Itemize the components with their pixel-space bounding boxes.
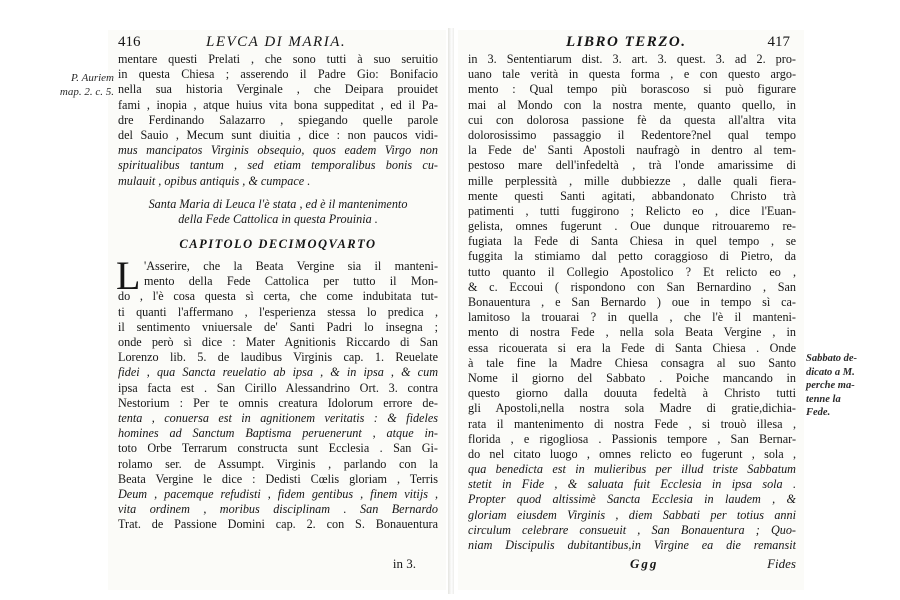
left-page [108,30,446,590]
text-line: Trat. de Passione Domini cap. 2. con S. Bonauentura [118,517,438,532]
text-line: tutto quanto il Collegio Apostolico ? Et relicto eo , [468,264,796,279]
left-text-block [118,52,438,532]
text-line: cui con dolorosa passione fè da questa all'altra vita [468,112,796,127]
text-line: lamitoso la trouarai ? in quella , che l'è il manteni- [468,310,796,325]
text-line: mento di nostra Fede , nella sola Beata Vergine , in [468,325,796,340]
left-catchword: in 3. [392,556,416,571]
signature-mark: Ggg [630,556,659,571]
right-running-head [468,34,798,52]
text-line: toto Orbe Terrarum constructa sunt Ecclesia . San Gi- [118,441,438,456]
text-line: do nel citato luogo , omnes relicto eo fugerunt , sola , [468,446,796,461]
text-line: rolamo ser. de Assumpt. Virginis , parlando con la [118,456,438,471]
margin-note-line: tenne la [806,393,841,405]
text-line: qua benedicta est in mulieribus per illud triste Sabbatum [468,462,796,477]
text-line: à tale fine la Madre Chiesa consagra al suo Santo [468,355,796,370]
text-line: essa ricouerata si era la Fede di Santa Chiesa . Onde [468,340,796,355]
text-line: stetit in Fide , & saluata fuit Ecclesia in ipsa sola . [468,477,796,492]
right-margin-note [806,352,878,420]
text-line: onde però sì dice : Mater Agnitionis Riccardo di San [118,335,438,349]
text-line: rata il mantenimento di nostra Fede , si trouò illesa , [468,416,796,431]
book-gutter [448,28,454,594]
left-running-head [118,34,440,52]
text-line: niam Discipulis dubitantibus,in Virgine ea die remansit [468,538,796,552]
text-line: florida , e rigogliosa . Passionis tempore , San Bernar- [468,431,796,446]
text-line: mentare questi Prelati , che sono tutti à suo seruitio [118,52,438,66]
text-line: Propter quod altissimè Sancta Ecclesia in laudem , & [468,492,796,507]
text-line: Deum , pacemque refudisti , fidem gentibus , finem vitijs , [118,486,438,501]
text-line: 'Asserire, che la Beata Vergine sia il manteni- [144,259,438,274]
right-running-title: LIBRO TERZO. [566,34,687,50]
text-line: spiritualibus tantum , sed etiam temporalibus bonis cu- [118,158,438,173]
text-line: homines ad Sanctum Baptisma peruenerunt , atque in- [118,426,438,441]
text-line: do , l'è cosa questa sì certa, che come indubitata tut- [118,289,438,304]
text-line: ti quanti l'affermano , l'esperienza stessa lo predica , [118,304,438,319]
text-line: dre Ferdinando Salazarro , spiegando quelle parole [118,112,438,127]
text-line: gloriam eiusdem Virginis , diem Sabbati per totius anni [468,507,796,522]
text-line: la Fede de' Santi Apostoli naufragò in dentro al tem- [468,143,796,158]
text-line: mille perplessità , mille dubbiezze , dalle quali fiera- [468,173,796,188]
margin-note-line: P. Auriem [71,72,114,84]
text-line: Nestorium : Per te omnis creatura Idolorum errore de- [118,395,438,410]
drop-cap: L [116,253,141,299]
text-line: mente questi Santi agitati, abbandonato Christo trà [468,188,796,203]
text-line: fuggita la stimiamo dal petto coraggioso di Pietro, da [468,249,796,264]
text-line: mento : Qual tempo più borascoso si può figurare [468,82,796,97]
chapter-summary: Santa Maria di Leuca l'è stata , ed è il mantenimento [148,196,408,211]
text-line: vita ordinem , moribus disciplinam . San Bernardo [118,502,438,517]
text-line: fami , inopia , atque huius vita bona suppeditat , ed il Pa- [118,97,438,112]
text-line: gli Apostoli,nella nostra sola Madre di gratie,dichia- [468,401,796,416]
text-line: patimenti , tutti fuggirono ; Relicto eo , dice l'Euan- [468,203,796,218]
text-line: & c. Eccoui ( rispondono con San Bernardino , San [468,279,796,294]
text-line: in questa Chiesa ; asserendo il Padre Gio: Bonifacio [118,67,438,82]
text-line: mulauit , opibus antiquis , & cumpace . [118,173,311,188]
text-line: uano tale verità in questa forma , e con questo argo- [468,67,796,82]
margin-note-line: map. 2. c. 5. [59,85,114,98]
text-line: fidei , qua Sancta reuelatio ab ipsa , & in ipsa , & cum [118,365,438,380]
right-catchword: Fides [767,556,796,571]
text-line: nella sua historia Verginale , che Deipara prouidet [118,82,438,97]
margin-note-line: perche ma- [806,380,855,391]
text-line: dolorosissimo passaggio il Redentore?nel qual tempo [468,127,796,142]
text-line: Bonauentura , e San Bernardo ) oue in tempo sì ca- [468,295,796,309]
margin-note-line: dicato a M. [806,366,855,378]
chapter-title: CAPITOLO DECIMOQVARTO [179,237,377,252]
text-line: tenta , conuersa est in agnitionem veritatis : & fideles [118,410,438,425]
text-line: fugiata la Fede di Santa Chiesa in quel tempo , se [468,234,796,249]
left-running-title: LEVCA DI MARIA. [206,34,347,50]
text-line: Nome il giorno del Sabbato . Poiche mancando in [468,370,796,385]
text-line: il sentimento vniuersale de' Santi Padri lo insegna ; [118,319,438,334]
text-line: mai al Mondo con la nostra mente, quanto quello, in [468,97,796,112]
text-line: mus mancipatos Virginis obsequio, quos eadem Virgo non [118,143,438,158]
right-page-number: 417 [767,34,790,50]
text-line: mento della Fede Cattolica per tutto il Mon- [144,274,438,289]
text-line: gelista, omnes fugerunt . Oue dunque ritrouaremo re- [468,219,796,234]
text-line: ipsa facta est . San Cirillo Alessandrino Ort. 3. contra [118,380,438,395]
text-line: in 3. Sententiarum dist. 3. art. 3. quest. 3. ad 2. pro- [468,52,796,66]
text-line: Beata Vergine le dice : Dedisti Cœlis gloriam , Terris [118,471,438,486]
text-line: del Sauio , Mecum sunt diuitia , dice : non paucos vidi- [118,127,438,142]
text-line: questo giorno dalla douuta fedeltà à Christo tutti [468,386,796,401]
left-page-number: 416 [118,34,141,50]
text-line: Lorenzo lib. 5. de laudibus Virginis cap. 1. Reuelate [118,350,438,365]
text-line: pestoso mare dell'infedeltà , trà l'onde amarissime di [468,158,796,173]
margin-note-line: Sabbato de- [806,353,858,364]
text-line: circulum celebrare consueuit , San Bonauentura ; Quo- [468,522,796,537]
chapter-summary: della Fede Cattolica in questa Prouinia . [178,211,378,226]
left-margin-note [50,72,114,99]
margin-note-line: Fede. [806,407,831,418]
right-text-block [468,52,796,553]
right-page [458,30,804,590]
